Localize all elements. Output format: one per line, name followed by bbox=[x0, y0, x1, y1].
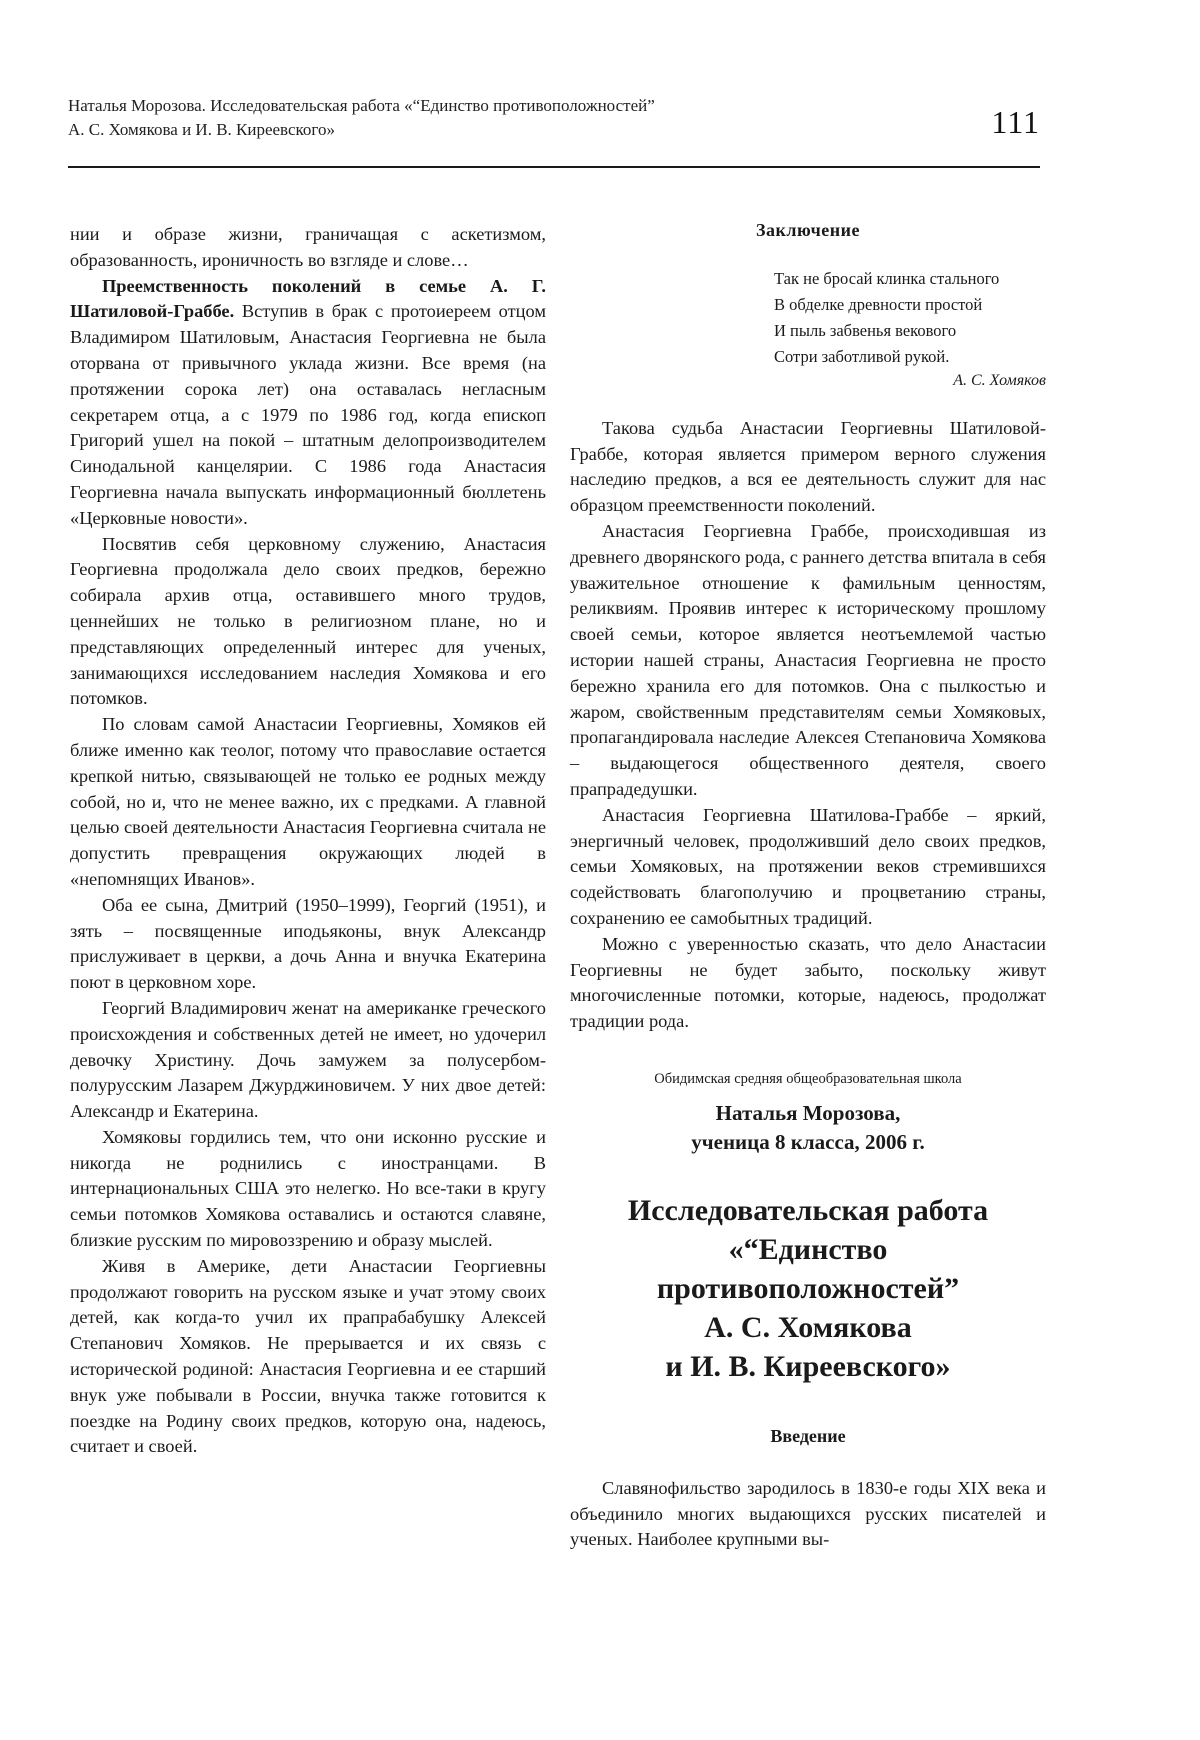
work-title-line: и И. В. Киреевского» bbox=[665, 1349, 951, 1383]
left-column bbox=[70, 222, 546, 1460]
page-number: 111 bbox=[991, 104, 1040, 140]
paragraph: Оба ее сына, Дмитрий (1950–1999), Георгий (1951), и зять – посвященные иподьяконы, внук Александр прислуживает в церкви, а дочь Анна и внучка Екатерина поют в церковном хоре. bbox=[70, 894, 546, 993]
paragraph: Георгий Владимирович женат на американке греческого происхождения и собственных детей не имеет, но удочерил девочку Христину. Дочь замужем за полусербом-полурусским Лазарем Джурджиновичем. У них двое детей: Александр и Екатерина. bbox=[70, 997, 546, 1122]
conclusion-heading: Заключение bbox=[756, 220, 860, 240]
paragraph-text: Вступив в брак с протоиереем отцом Владимиром Шатиловым, Анастасия Георгиевна не была оторвана от привычного уклада жизни. Все время (на протяжении сорока лет) она оставалась негласным секретарем отца, а с 1979 по 1986 год, когда епископ Григорий ушел на покой – штатным делопроизводителем Синодальной канцелярии. С 1986 года Анастасия Георгиевна начала выпускать информационный бюллетень «Церковные новости». bbox=[70, 301, 546, 528]
poem-line: Сотри заботливой рукой. bbox=[774, 346, 950, 366]
work-title-line: «“Единство bbox=[728, 1232, 888, 1266]
work-title bbox=[570, 1191, 1046, 1386]
paragraph: Живя в Америке, дети Анастасии Георгиевны продолжают говорить на русском языке и учат этому своих детей, как когда-то учил их прапрабабушку Алексей Степанович Хомяков. Не прерывается и их связь с исторической родиной: Анастасия Георгиевна и ее старший внук уже побывали в России, внучка также готовится к поездке на Родину своих предков, которую она, надеюсь, считает и своей. bbox=[70, 1255, 546, 1457]
poem-line: И пыль забвенья векового bbox=[774, 320, 957, 340]
poem-line: Так не бросай клинка стального bbox=[774, 268, 1000, 288]
paragraph: Анастасия Георгиевна Шатилова-Граббе – яркий, энергичный человек, продолживший дело своих предков, семьи Хомяковых, на протяжении веков стремившихся содействовать благополучию и процветанию страны, сохранению ее самобытных традиций. bbox=[570, 804, 1046, 928]
author-grade: ученица 8 класса, 2006 г. bbox=[691, 1129, 925, 1154]
paragraph-with-lead bbox=[70, 274, 546, 532]
work-title-line: А. С. Хомякова bbox=[704, 1310, 912, 1344]
paragraph: Такова судьба Анастасии Георгиевны Шатиловой-Граббе, которая является примером верного служения наследию предков, а вся ее деятельность служит для нас образцом преемственности поколений. bbox=[570, 417, 1046, 516]
paragraph: Хомяковы гордились тем, что они исконно русские и никогда не роднились с иностранцами. В интернациональных США это нелегко. Но все-таки в кругу семьи потомков Хомякова оставались и остаются славяне, близкие русским по мировоззрению и образу мыслей. bbox=[70, 1126, 546, 1251]
paragraph: нии и образе жизни, граничащая с аскетизмом, образованность, ироничность во взгляде и слове… bbox=[70, 224, 546, 270]
paragraph-lead: Преемственность поколений в семье А. Г. Шатиловой-Граббе. bbox=[70, 275, 546, 322]
epigraph-poem bbox=[774, 266, 1046, 370]
running-header bbox=[68, 94, 1040, 148]
paragraph: По словам самой Анастасии Георгиевны, Хомяков ей ближе именно как теолог, потому что православие остается крепкой нитью, связывающей не только ее родных между собой, но и, что не менее важно, их с предками. А главной целью своей деятельности Анастасия Георгиевна считала не допустить превращения окружающих людей в «непомнящих Иванов». bbox=[70, 714, 546, 889]
introduction-heading: Введение bbox=[770, 1425, 846, 1446]
paragraph: Можно с уверенностью сказать, что дело Анастасии Георгиевны не будет забыто, поскольку живут многочисленные потомки, которые, надеюсь, продолжат традиции рода. bbox=[570, 933, 1046, 1032]
right-column bbox=[570, 218, 1046, 1553]
author-block bbox=[570, 1099, 1046, 1157]
running-title-line-2: А. С. Хомякова и И. В. Киреевского» bbox=[68, 120, 335, 139]
poem-line: В обделке древности простой bbox=[774, 294, 983, 314]
paragraph: Посвятив себя церковному служению, Анастасия Георгиевна продолжала дело своих предков, бережно собирала архив отца, оставившего много трудов, ценнейших не только в религиозном плане, но и представляющих определенный интерес для ученых, занимающихся исследованием наследия Хомякова и его потомков. bbox=[70, 533, 546, 709]
paragraph: Славянофильство зародилось в 1830-е годы XIX века и объединило многих выдающихся русских писателей и ученых. Наиболее крупными вы- bbox=[570, 1477, 1046, 1550]
work-title-line: противоположностей” bbox=[656, 1271, 960, 1305]
work-title-line: Исследовательская работа bbox=[627, 1193, 989, 1227]
running-title-line-1: Наталья Морозова. Исследовательская работа «“Единство противоположностей” bbox=[68, 96, 655, 115]
paragraph: Анастасия Георгиевна Граббе, происходившая из древнего дворянского рода, с раннего детства впитала в себя уважительное отношение к фамильным ценностям, реликвиям. Проявив интерес к историческому прошлому своей семьи, которое является неотъемлемой частью истории нашей страны, Анастасия Георгиевна не просто бережно хранила его для потомков. Она с пылкостью и жаром, свойственным представителям семьи Хомяковых, пропагандировала наследие Алексея Степановича Хомякова – выдающегося общественного деятеля, своего прапрадедушки. bbox=[570, 520, 1046, 799]
author-name: Наталья Морозова, bbox=[715, 1100, 901, 1125]
poem-author: А. С. Хомяков bbox=[953, 371, 1046, 389]
school-name: Обидимская средняя общеобразовательная школа bbox=[654, 1070, 962, 1087]
header-divider bbox=[68, 166, 1040, 168]
